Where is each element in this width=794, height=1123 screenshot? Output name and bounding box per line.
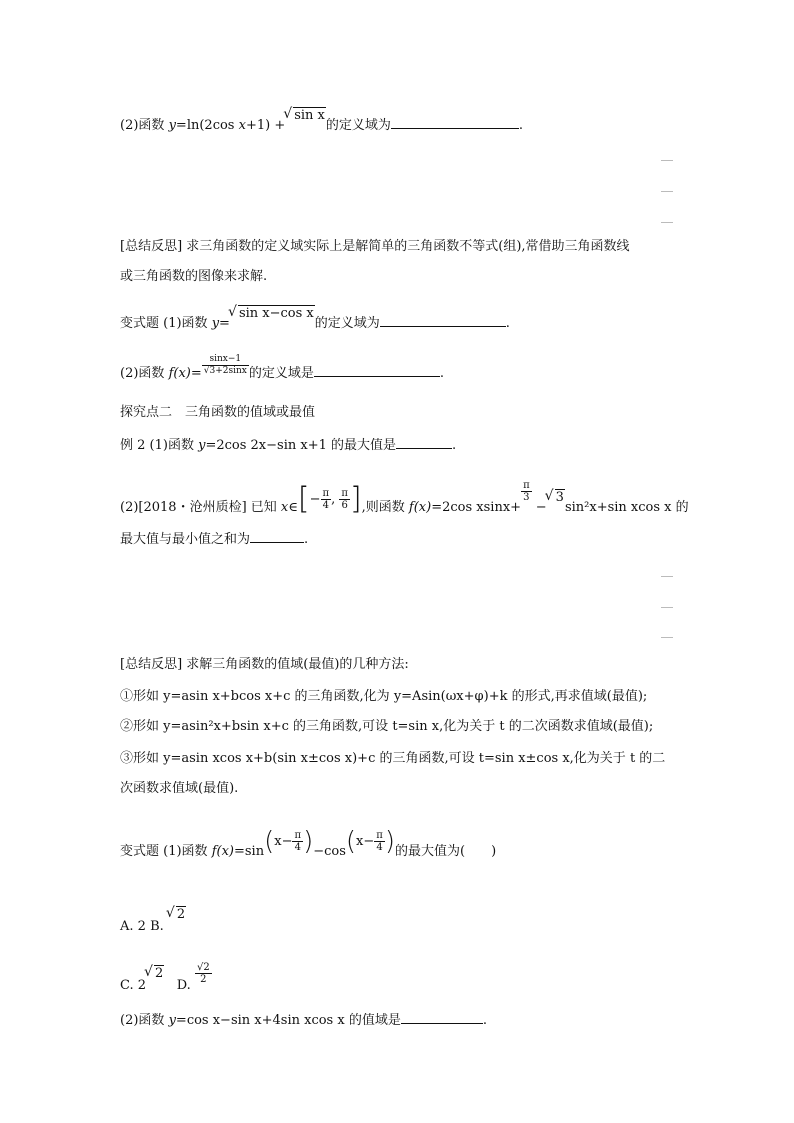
text: (2)函数 (120, 118, 169, 133)
divider-mark (661, 637, 673, 638)
option-a[interactable]: A. 2 (120, 919, 146, 934)
answer-blank[interactable] (396, 436, 452, 449)
divider-mark (661, 222, 673, 223)
example-2-part-2: (2)[2018・沧州质检] 已知 x∈[− $\frac{\pi}{4}$ , $\frac{\pi}{6}$ ],则函数 f(x)=2cos xsinx+ $\frac{\pi}{3}$ −√ 3sin²x+sin xcos x 的 (120, 496, 689, 519)
divider-mark (661, 576, 673, 577)
fraction: $\frac{\sin x-1}{√3+2\sin x}$ (203, 354, 247, 376)
sqrt-expression: √ sin x (285, 107, 326, 125)
interval: [− $\frac{\pi}{4}$ , $\frac{\pi}{6}$ ] (297, 481, 362, 517)
text: +1) + (245, 118, 286, 133)
divider-mark (661, 607, 673, 608)
option-d[interactable]: D. (176, 978, 195, 993)
var-y: y (168, 118, 176, 133)
option-b[interactable]: B. (150, 919, 168, 934)
variant-question-3: 变式题 (1)函数 f(x)=sin(x− $\frac{\pi}{4}$ )−cos(x− $\frac{\pi}{4}$ )的最大值为( ) (120, 826, 497, 859)
text: =ln(2cos (175, 118, 239, 133)
example-2-part-2-line2: 最大值与最小值之和为 . (120, 532, 309, 547)
text: 的定义域为 (325, 118, 391, 133)
variant-question-2: (2)函数 f(x)= $\frac{\sin x-1}{√3+2\sin x}$ 的定义域是 . (120, 354, 445, 381)
answer-blank[interactable] (401, 1011, 483, 1024)
summary-text: [总结反思] 求三角函数的定义域实际上是解简单的三角函数不等式(组),常借助三角函数线 (120, 239, 630, 254)
method-1: ①形如 y=asin x+bcos x+c 的三角函数,化为 y=Asin(ωx+φ)+k 的形式,再求值域(最值); (120, 689, 648, 704)
sqrt-expression: √ sin x−cos x (230, 305, 315, 323)
variant-question-1: 变式题 (1)函数 y=√ sin x−cos x的定义域为 . (120, 314, 510, 333)
divider-mark (661, 160, 673, 161)
method-3: ③形如 y=asin xcos x+b(sin x±cos x)+c 的三角函数,可设 t=sin x±cos x,化为关于 t 的二 (120, 751, 666, 766)
method-2: ②形如 y=asin²x+bsin x+c 的三角函数,可设 t=sin x,化为关于 t 的二次函数求值域(最值); (120, 719, 654, 734)
question-range: (2)函数 y=cos x−sin x+4sin xcos x 的值域是 . (120, 1013, 487, 1028)
answer-blank[interactable] (314, 364, 440, 377)
options-row-2: C. 2√ 2 D. $\frac{√2}{2}$ (120, 974, 212, 997)
example-2-part-1: 例 2 (1)函数 y=2cos 2x−sin x+1 的最大值是 . (120, 438, 457, 453)
answer-blank[interactable] (250, 530, 304, 543)
option-c[interactable]: C. 2 (120, 978, 147, 993)
divider-mark (661, 191, 673, 192)
section-heading: 探究点二 三角函数的值域或最值 (120, 405, 316, 420)
var-x: x (238, 118, 246, 133)
summary-text: 或三角函数的图像来求解. (120, 269, 268, 284)
question-domain-ln: (2)函数 y=ln(2cos x+1) +√ sin x的定义域为 . (120, 116, 523, 135)
answer-blank[interactable] (380, 314, 506, 327)
summary-title: [总结反思] 求解三角函数的值域(最值)的几种方法: (120, 657, 409, 672)
options-row-1: A. 2 B. √ 2 (120, 918, 186, 936)
answer-blank[interactable] (391, 116, 519, 129)
method-3-cont: 次函数求值域(最值). (120, 781, 239, 796)
